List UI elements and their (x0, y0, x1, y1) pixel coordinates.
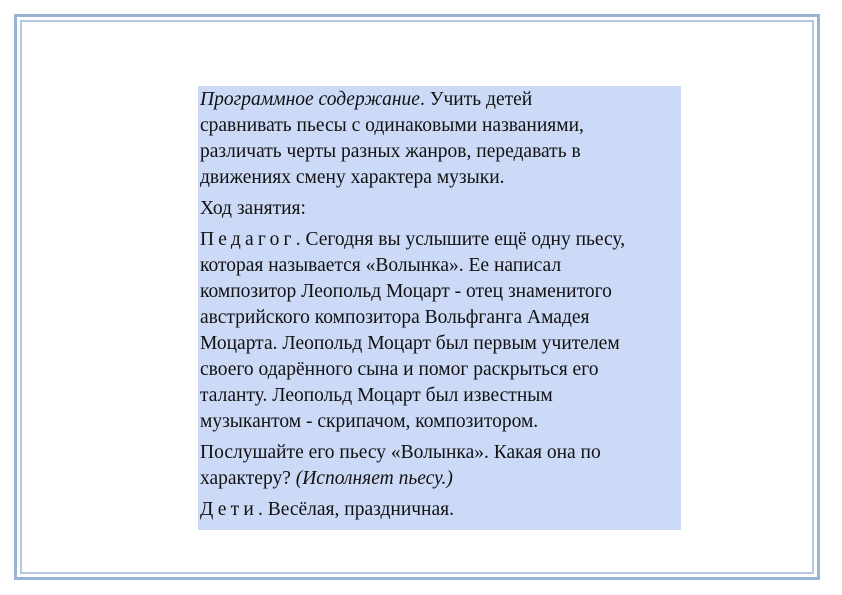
program-content-paragraph (200, 87, 679, 191)
speaker-label-children: Дети (200, 499, 258, 520)
text-run: характеру? (200, 468, 296, 489)
teacher-speech-paragraph (200, 227, 679, 435)
text-line (200, 87, 679, 113)
text-line (200, 466, 679, 492)
text-line: композитор Леопольд Моцарт - отец знаменитого (200, 281, 612, 302)
text-run: . Весёлая, праздничная. (257, 499, 454, 520)
speaker-label-teacher: Педагог (200, 229, 296, 250)
text-line: музыкантом - скрипачом, композитором. (200, 411, 539, 432)
section-heading: Ход занятия: (200, 198, 306, 219)
stage-direction: (Исполняет пьесу.) (295, 468, 453, 489)
text-run: . Сегодня вы услышите ещё одну пьесу, (295, 229, 626, 250)
text-line: своего одарённого сына и помог раскрыться его (200, 359, 599, 380)
text-line: Послушайте его пьесу «Волынка». Какая она по (200, 442, 601, 463)
text-line: таланту. Леопольд Моцарт был известным (200, 385, 553, 406)
text-line: Моцарта. Леопольд Моцарт был первым учителем (200, 333, 620, 354)
lesson-text-box (198, 86, 681, 530)
text-run: . Учить детей (419, 89, 533, 110)
text-line: которая называется «Волынка». Ее написал (200, 255, 562, 276)
text-line (200, 497, 679, 523)
children-answer-paragraph (200, 497, 679, 523)
text-line: сравнивать пьесы с одинаковыми названиями, (200, 115, 584, 136)
program-content-heading: Программное содержание (200, 89, 420, 110)
listen-paragraph (200, 440, 679, 492)
text-line: австрийского композитора Вольфганга Амадея (200, 307, 590, 328)
lesson-progress-paragraph (200, 196, 679, 222)
text-line: различать черты разных жанров, передавать в (200, 141, 581, 162)
text-line: движениях смену характера музыки. (200, 167, 505, 188)
text-line (200, 227, 679, 253)
